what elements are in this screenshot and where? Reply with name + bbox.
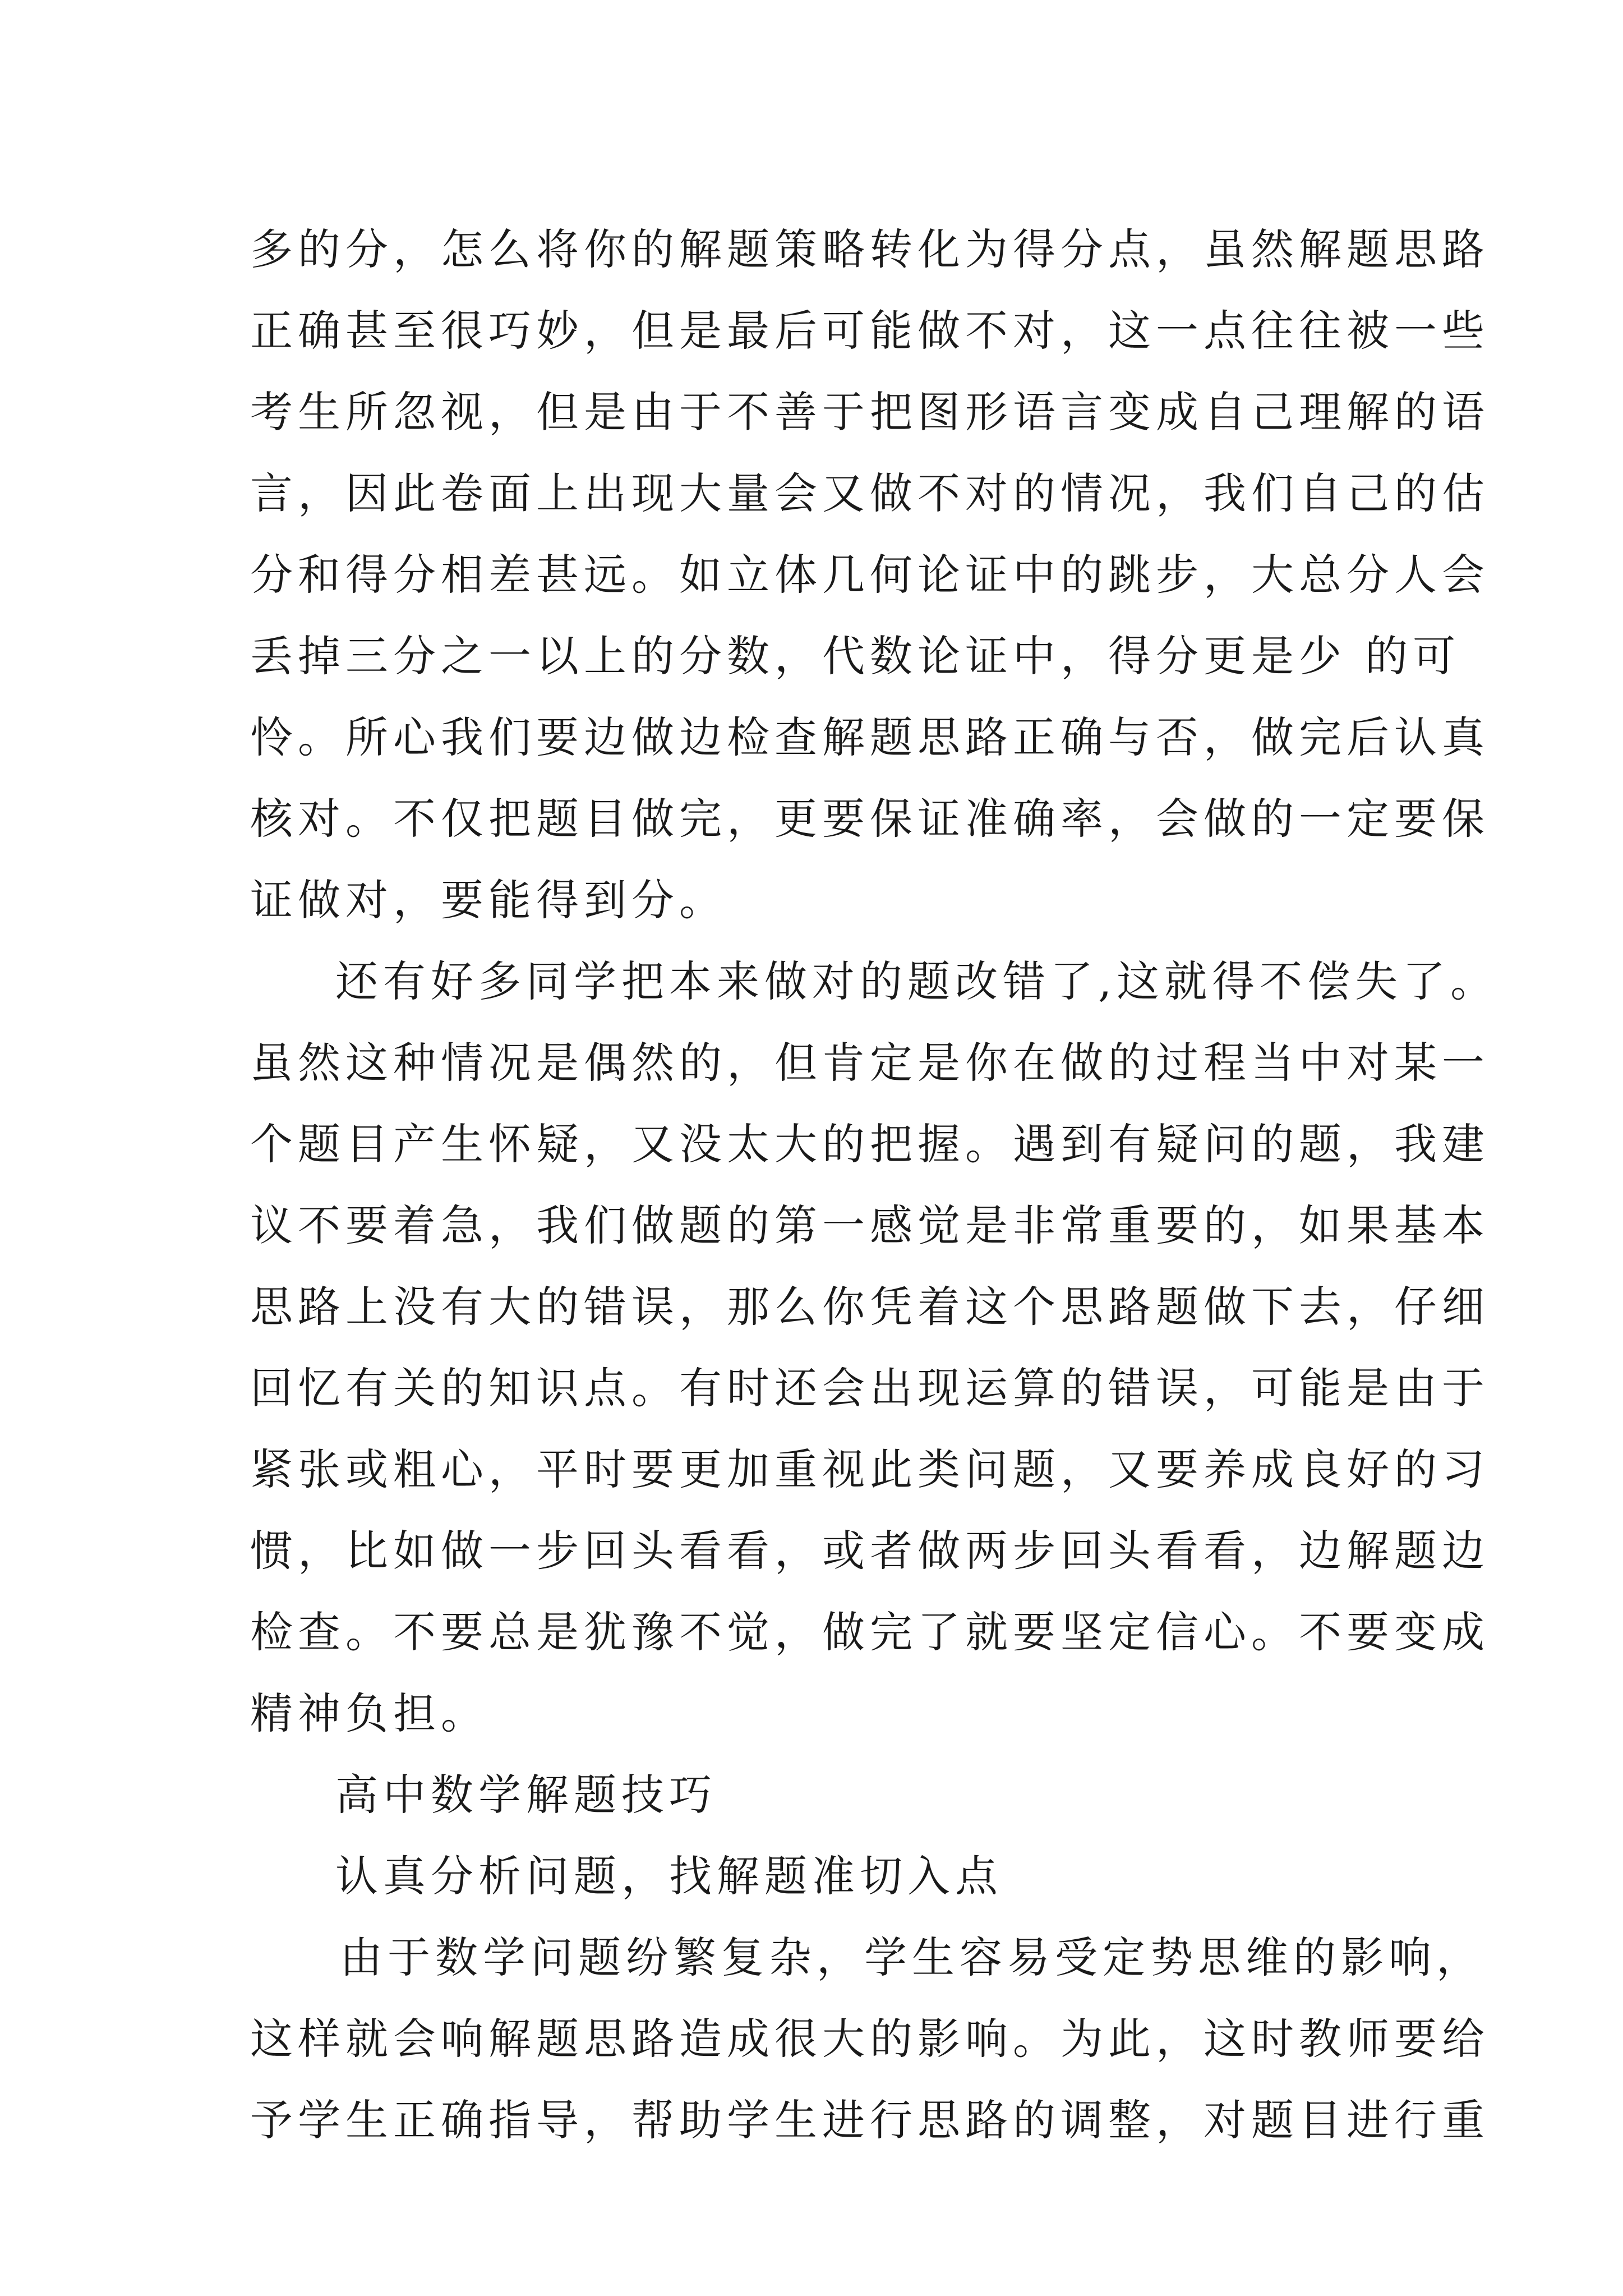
document-body xyxy=(250,209,1498,2161)
text-line: 精神负担。 xyxy=(250,1688,488,1738)
text-line: 惯，比如做一步回头看看，或者做两步回头看看，边解题边 xyxy=(250,1526,1490,1576)
text-line: 议不要着急，我们做题的第一感觉是非常重要的，如果基本 xyxy=(250,1200,1490,1250)
paragraph-1 xyxy=(250,209,1490,941)
text-line: 证做对，要能得到分。 xyxy=(250,875,727,925)
text-line: 紧张或粗心，平时要更加重视此类问题，又要养成良好的习 xyxy=(250,1444,1490,1494)
text-line: 分和得分相差甚远。如立体几何论证中的跳步，大总分人会 xyxy=(250,550,1490,600)
text-line: 怜。所心我们要边做边检查解题思路正确与否，做完后认真 xyxy=(250,712,1490,762)
text-line: 核对。不仅把题目做完，更要保证准确率，会做的一定要保 xyxy=(250,794,1490,844)
text-line: 虽然这种情况是偶然的，但肯定是你在做的过程当中对某一 xyxy=(250,1038,1490,1088)
text-line: 考生所忽视，但是由于不善于把图形语言变成自己理解的语 xyxy=(250,387,1490,437)
text-line: 予学生正确指导，帮助学生进行思路的调整，对题目进行重 xyxy=(250,2095,1490,2145)
text-line: 检查。不要总是犹豫不觉，做完了就要坚定信心。不要变成 xyxy=(250,1607,1490,1657)
subsection-heading: 认真分析问题，找解题准切入点 xyxy=(335,1851,1003,1901)
text-line: 多的分，怎么将你的解题策略转化为得分点，虽然解题思路 xyxy=(250,224,1490,274)
paragraph-2 xyxy=(250,941,1498,1754)
text-line: 言，因此卷面上出现大量会又做不对的情况，我们自己的估 xyxy=(250,468,1490,518)
text-line: 还有好多同学把本来做对的题改错了,这就得不偿失了。 xyxy=(335,956,1498,1006)
text-line: 个题目产生怀疑，又没太大的把握。遇到有疑问的题，我建 xyxy=(250,1119,1490,1169)
text-line: 回忆有关的知识点。有时还会出现运算的错误，可能是由于 xyxy=(250,1363,1490,1413)
section-heading: 高中数学解题技巧 xyxy=(335,1770,717,1820)
paragraph-3 xyxy=(250,1917,1490,2161)
text-line: 丢掉三分之一以上的分数，代数论证中，得分更是少 的可 xyxy=(250,631,1461,681)
text-line: 思路上没有大的错误，那么你凭着这个思路题做下去，仔细 xyxy=(250,1282,1490,1332)
text-line: 这样就会响解题思路造成很大的影响。为此，这时教师要给 xyxy=(250,2014,1490,2064)
text-line: 正确甚至很巧妙，但是最后可能做不对，这一点往往被一些 xyxy=(250,306,1490,356)
text-line: 由于数学问题纷繁复杂，学生容易受定势思维的影响， xyxy=(340,1932,1484,1982)
